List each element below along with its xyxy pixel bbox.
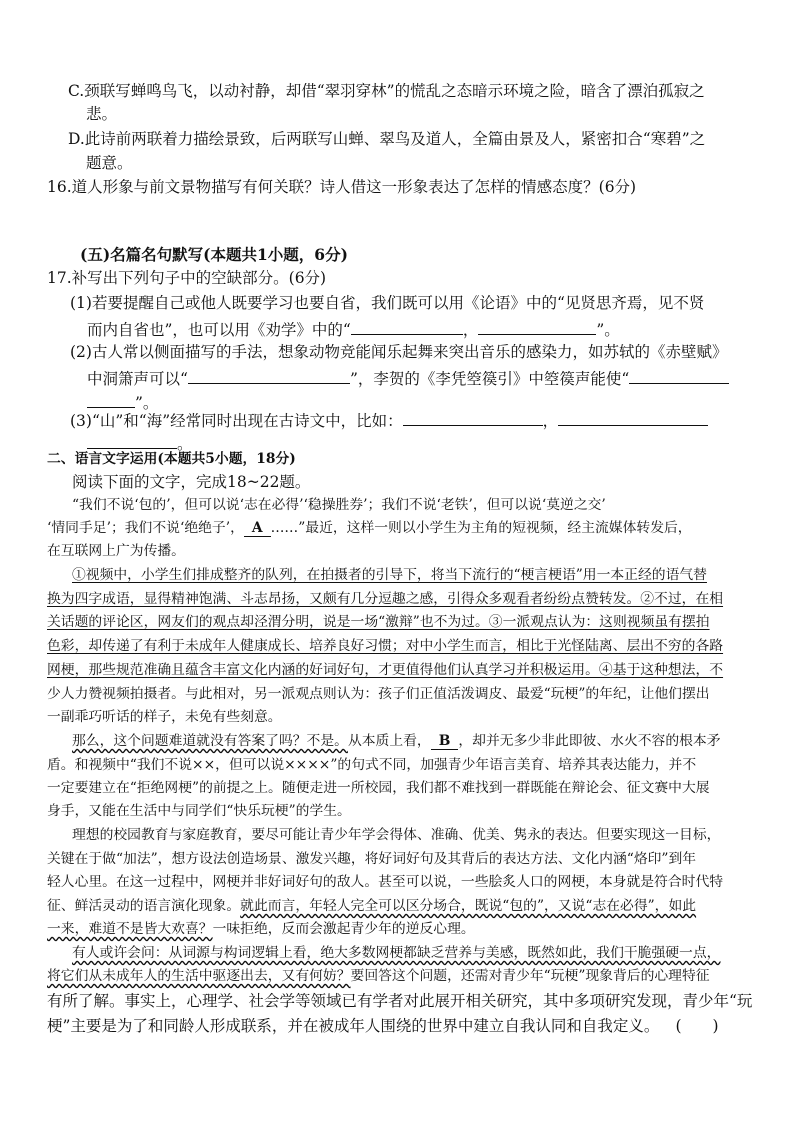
passage-p3-line2: 盾。和视频中“我们不说××，但可以说××××”的句式不同，加强青少年语言美育、培养其表达能力，并不 bbox=[47, 757, 697, 773]
q17-item1-text-b: ， bbox=[462, 321, 479, 339]
passage-p4-line5 bbox=[47, 923, 475, 937]
passage-p2-line1: ①视频中，小学生们排成整齐的队列，在拍摄者的引导下，将当下流行的“梗言梗语”用一本正经的语气替 bbox=[72, 567, 707, 583]
q17-item3-text-b: ， bbox=[542, 412, 559, 430]
q17-item3-line1 bbox=[70, 411, 708, 430]
passage-p4-line1: 理想的校园教育与家庭教育，要尽可能让青少年学会得体、准确、优美、隽永的表达。但要实现这一目标， bbox=[72, 827, 721, 843]
p3-text-b: 从本质上看， bbox=[347, 733, 431, 749]
passage-p5-line4 bbox=[47, 1019, 719, 1035]
q17-item2-text-a: 中洞箫声可以“ bbox=[87, 370, 188, 388]
answer-parenthesis[interactable]: ( ) bbox=[675, 1017, 719, 1035]
passage-p2-line6: 少人力赞视频拍摄者。与此相对，另一派观点则认为：孩子们正值活泼调皮、最爱“玩梗”的年纪，让他们摆出 bbox=[47, 686, 710, 702]
q17-item1-line2 bbox=[87, 320, 620, 339]
option-c-line2: 悲。 bbox=[86, 105, 118, 123]
p4-wavy-sentence-end: 一来，难道不是皆大欢喜？ bbox=[47, 921, 213, 937]
passage-p3-line1 bbox=[72, 735, 721, 750]
p4-wavy-sentence: 就此而言，年轻人完全可以区分场合，既说“包的”，又说“志在必得”，如此 bbox=[240, 898, 697, 914]
p3-text-c: ，却并无多少非此即彼、水火不容的根本矛 bbox=[458, 733, 721, 749]
p5-text-b: 要回答这个问题，还需对青少年“玩梗”现象背后的心理特征 bbox=[350, 968, 710, 984]
q17-item3-text-c: 。 bbox=[177, 435, 193, 453]
p1-text-a: ‘情同手足’；我们不说‘绝绝子’， bbox=[47, 520, 244, 536]
passage-p5-line2 bbox=[47, 970, 710, 984]
q17-item2-line1: (2)古人常以侧面描写的手法，想象动物竞能闻乐起舞来突出音乐的感染力，如苏轼的《赤壁赋》 bbox=[70, 343, 728, 361]
p5-wavy-sentence: 将它们从未成年人的生活中驱逐出去，又有何妨？ bbox=[47, 968, 351, 984]
question-16: 16.道人形象与前文景物描写有何关联？诗人借这一形象表达了怎样的情感态度？(6分) bbox=[47, 178, 637, 196]
passage-p1-line2 bbox=[47, 522, 692, 537]
answer-blank[interactable] bbox=[478, 320, 596, 335]
section-2-heading: 二、语言文字运用(本题共5小题，18分) bbox=[47, 451, 296, 467]
q17-item2-text-b: ”，李贺的《李凭箜篌引》中箜篌声能使“ bbox=[349, 370, 630, 388]
option-d-line2: 题意。 bbox=[86, 154, 133, 172]
passage-p4-line4 bbox=[47, 900, 696, 914]
option-d-line1: D.此诗前两联着力描绘景致，后两联写山蝉、翠鸟及道人，全篇由景及人，紧密扣合“寒碧”之 bbox=[68, 130, 706, 148]
q17-item2-line2 bbox=[87, 369, 729, 388]
answer-blank[interactable] bbox=[188, 369, 350, 384]
passage-p4-line2: 关键在于做“加法”，想方设法创造场景、激发兴趣，将好词好句及其背后的表达方法、文化内涵“烙印”到年 bbox=[47, 851, 697, 867]
reading-intro: 阅读下面的文字，完成18~22题。 bbox=[72, 473, 311, 491]
passage-p2-line7: 一副乖巧听话的样子，未免有些刻意。 bbox=[47, 709, 282, 725]
passage-p4-line3: 轻人心里。在这一过程中，网梗并非好词好句的敌人。甚至可以说，一些脍炙人口的网梗，本身就是符合时代特 bbox=[47, 874, 724, 890]
passage-p2-line2: 换为四字成语，显得精神饱满、斗志昂扬，又颇有几分逗趣之感，引得众多观看者纷纷点赞转发。②不过，在相 bbox=[47, 591, 724, 607]
q17-item3-line2 bbox=[87, 434, 193, 453]
answer-blank[interactable] bbox=[629, 369, 729, 384]
passage-p1-line3: 在互联网上广为传播。 bbox=[47, 543, 185, 559]
answer-blank[interactable] bbox=[351, 320, 463, 335]
section-5-heading: (五)名篇名句默写(本题共1小题，6分) bbox=[80, 245, 348, 264]
passage-p2-line3: 关话题的评论区，网友们的观点却泾渭分明，说是一场“激辩”也不为过。③一派观点认为：这则视频虽有摆拍 bbox=[47, 614, 710, 630]
passage-p5-line1: 有人或许会问：从词源与构词逻辑上看，绝大多数网梗都缺乏营养与美感，既然如此，我们干脆强硬一点， bbox=[72, 945, 721, 961]
q17-item2-text-c: ”。 bbox=[135, 394, 159, 412]
p5-text-end: 梗”主要是为了和同龄人形成联系，并在被成年人围绕的世界中建立自我认同和自我定义。 bbox=[47, 1017, 660, 1035]
blank-b: B bbox=[431, 735, 459, 750]
passage-p3-line4: 身手，又能在生活中与同学们“快乐玩梗”的学生。 bbox=[47, 803, 351, 819]
p3-wavy-sentence: 那么，这个问题难道就没有答案了吗？不是。 bbox=[72, 733, 348, 749]
passage-p3-line3: 一定要建立在“拒绝网梗”的前提之上。随便走进一所校园，我们都不难找到一群既能在辩论会、征文赛中大展 bbox=[47, 780, 710, 796]
passage-p1-line1: “我们不说‘包的’，但可以说‘志在必得’‘稳操胜券’；我们不说‘老铁’，但可以说‘莫逆之交’ bbox=[72, 497, 606, 513]
q17-item1-line1: (1)若要提醒自己或他人既要学习也要自省，我们既可以用《论语》中的“见贤思齐焉，见不贤 bbox=[70, 294, 705, 312]
blank-a: A bbox=[244, 522, 271, 537]
q17-item1-text-a: 而内自省也”，也可以用《劝学》中的“ bbox=[87, 321, 351, 339]
option-c-line1: C.颈联写蝉鸣鸟飞，以动衬静，却借“翠羽穿林”的慌乱之态暗示环境之险，暗含了漂泊孤寂之 bbox=[68, 82, 705, 100]
answer-blank[interactable] bbox=[558, 411, 708, 426]
answer-blank[interactable] bbox=[87, 393, 135, 408]
q17-item1-text-c: ”。 bbox=[596, 321, 620, 339]
p4-text-a: 征、鲜活灵动的语言演化现象。 bbox=[47, 898, 241, 914]
passage-p2-line5: 网梗，那些规范准确且蕴含丰富文化内涵的好词好句，才更值得他们认真学习并积极运用。④基于这种想法，不 bbox=[47, 662, 724, 678]
answer-blank[interactable] bbox=[87, 434, 177, 449]
q17-item2-line3 bbox=[87, 393, 158, 412]
p4-text-b: 一味拒绝，反而会激起青少年的逆反心理。 bbox=[212, 921, 475, 937]
answer-blank[interactable] bbox=[403, 411, 543, 426]
passage-p2-line4: 色彩，却传递了有利于未成年人健康成长、培养良好习惯；对中小学生而言，相比于光怪陆离、层出不穷的各路 bbox=[47, 638, 724, 654]
passage-p5-line3: 有所了解。事实上，心理学、社会学等领域已有学者对此展开相关研究，其中多项研究发现，青少年“玩 bbox=[47, 992, 753, 1010]
p1-text-b: ……”最近，这样一则以小学生为主角的短视频，经主流媒体转发后， bbox=[270, 520, 692, 536]
question-17: 17.补写出下列句子中的空缺部分。(6分) bbox=[47, 269, 327, 287]
q17-item3-text-a: (3)“山”和“海”经常同时出现在古诗文中，比如： bbox=[70, 412, 403, 430]
